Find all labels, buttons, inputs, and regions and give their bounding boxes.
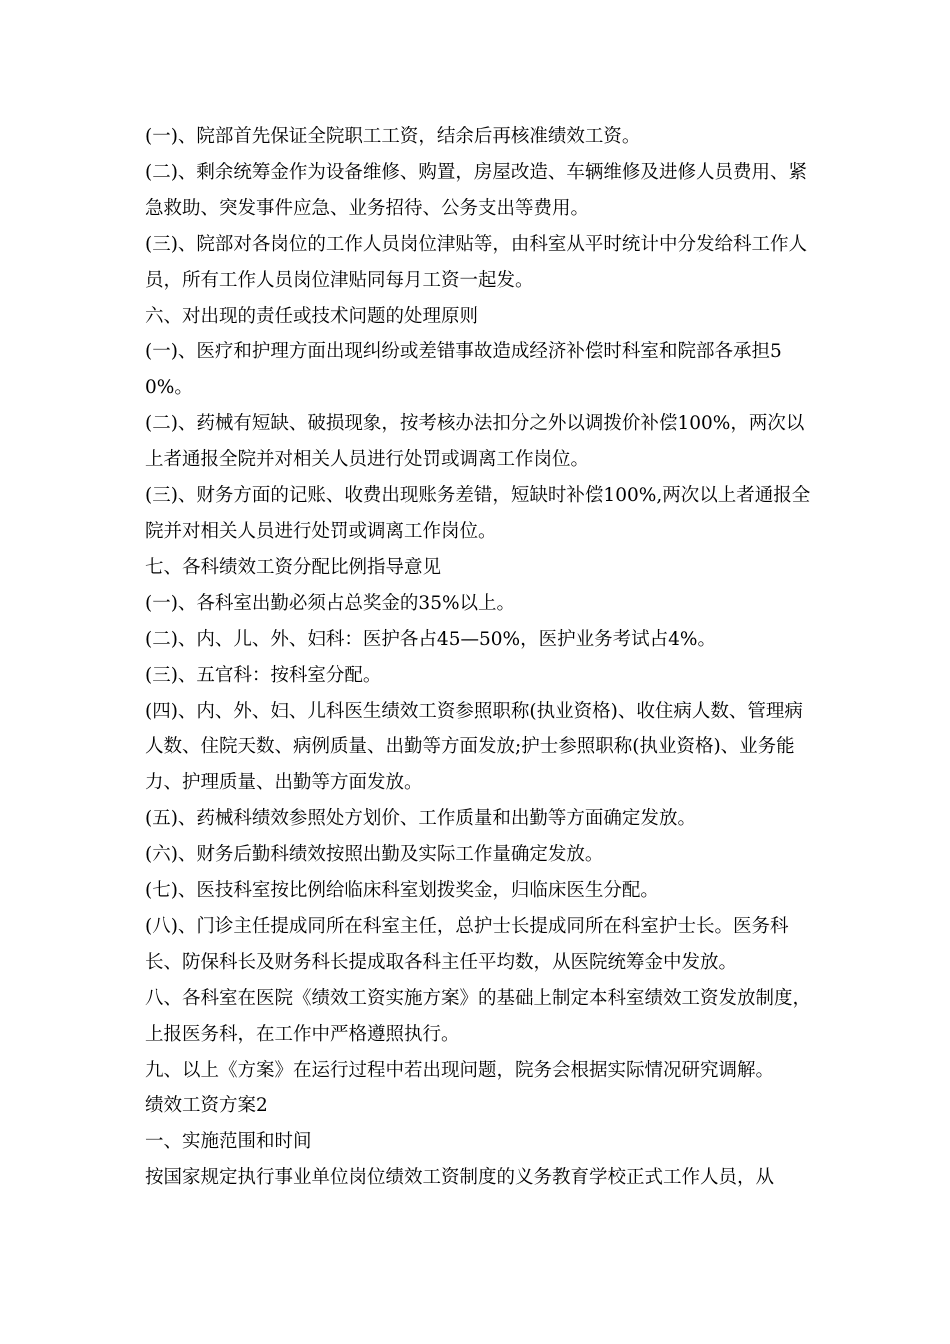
paragraph-4: (一)、医疗和护理方面出现纠纷或差错事故造成经济补偿时科室和院部各承担50%。 [145,341,782,399]
paragraph-3: (三)、院部对各岗位的工作人员岗位津贴等，由科室从平时统计中分发给科工作人员，所有工作人员岗位津贴同每月工资一起发。 [145,233,807,291]
plan-title-2: 绩效工资方案2 [145,1095,268,1117]
section-heading-8: 八、各科室在医院《绩效工资实施方案》的基础上制定本科室绩效工资发放制度，上报医务科，在工作中严格遵照执行。 [145,987,812,1045]
section-heading-7: 七、各科绩效工资分配比例指导意见 [145,556,442,578]
paragraph-11: (五)、药械科绩效参照处方划价、工作质量和出勤等方面确定发放。 [145,808,696,830]
paragraph-2: (二)、剩余统筹金作为设备维修、购置，房屋改造、车辆维修及进修人员费用、紧急救助、突发事件应急、业务招待、公务支出等费用。 [145,161,807,219]
paragraph-12: (六)、财务后勤科绩效按照出勤及实际工作量确定发放。 [145,844,604,866]
paragraph-5: (二)、药械有短缺、破损现象，按考核办法扣分之外以调拨价补偿100%，两次以上者通报全院并对相关人员进行处罚或调离工作岗位。 [145,413,805,471]
paragraph-10: (四)、内、外、妇、儿科医生绩效工资参照职称(执业资格)、收住病人数、管理病人数、住院天数、病例质量、出勤等方面发放;护士参照职称(执业资格)、业务能力、护理质量、出勤等方面发放。 [145,700,803,794]
section-heading-1: 一、实施范围和时间 [145,1131,312,1153]
document-body [145,119,815,1196]
paragraph-15: 按国家规定执行事业单位岗位绩效工资制度的义务教育学校正式工作人员，从 [145,1167,775,1189]
paragraph-9: (三)、五官科：按科室分配。 [145,664,382,686]
paragraph-8: (二)、内、儿、外、妇科：医护各占45—50%，医护业务考试占4%。 [145,628,716,650]
section-heading-6: 六、对出现的责任或技术问题的处理原则 [145,305,479,327]
paragraph-1: (一)、院部首先保证全院职工工资，结余后再核准绩效工资。 [145,126,641,147]
paragraph-14: (八)、门诊主任提成同所在科室主任，总护士长提成同所在科室护士长。医务科长、防保科长及财务科长提成取各科主任平均数，从医院统筹金中发放。 [145,915,789,973]
section-heading-9: 九、以上《方案》在运行过程中若出现问题，院务会根据实际情况研究调解。 [145,1059,775,1081]
paragraph-13: (七)、医技科室按比例给临床科室划拨奖金，归临床医生分配。 [145,880,659,902]
paragraph-7: (一)、各科室出勤必须占总奖金的35%以上。 [145,592,516,614]
paragraph-6: (三)、财务方面的记账、收费出现账务差错，短缺时补偿100%,两次以上者通报全院并对相关人员进行处罚或调离工作岗位。 [145,485,811,542]
